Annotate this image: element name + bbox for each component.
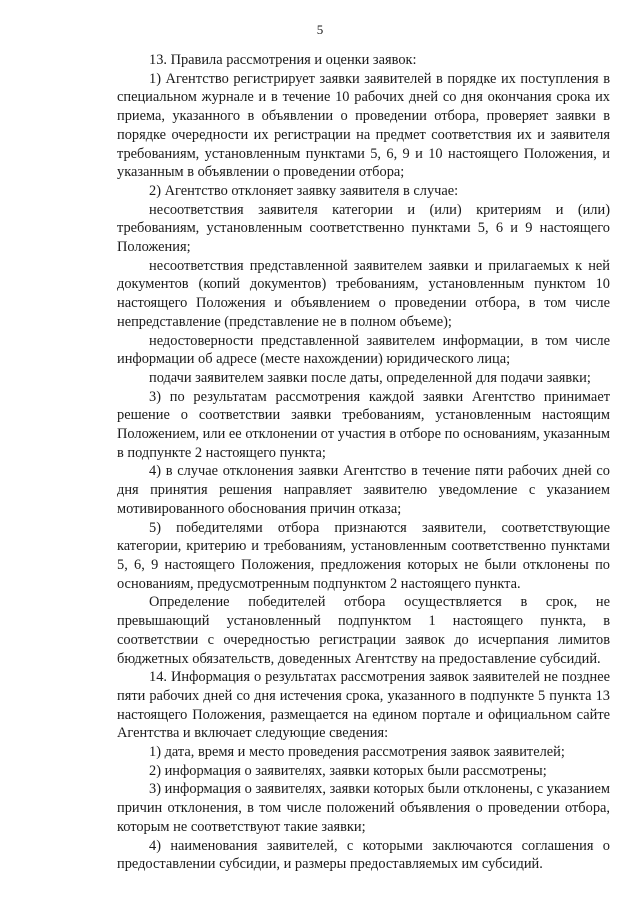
section-13-heading: 13. Правила рассмотрения и оценки заявок: <box>149 52 417 68</box>
paragraph-13-1-registration: 1) Агентство регистрирует заявки заявителей в порядке их поступления в специальном журнале и в течение 10 рабочих дней со дня окончания срока их приема, указанного в объявлении о проведении отбора, проверяет заявки в порядке очередности их регистрации на предмет соответствия их и заявителя требованиям, установленным пунктами 5, 6, 9 и 10 настоящего Положения, и указанным в объявлении о проведении отбора; <box>117 70 610 181</box>
rejection-reason-documents: несоответствия представленной заявителем заявки и прилагаемых к ней документов (копий документов) требованиям, установленным пунктом 10 настоящего Положения и объявлением о проведении отбора, в том числе непредставление (представление не в полном объеме); <box>117 257 610 330</box>
paragraph-13-3-decision: 3) по результатам рассмотрения каждой заявки Агентство принимает решение о соответствии заявки требованиям, установленным настоящим Положением, или ее отклонении от участия в отборе по основаниям, указанным в подпункте 2 настоящего пункта; <box>117 388 610 461</box>
paragraph-13-5-winners: 5) победителями отбора признаются заявители, соответствующие категории, критерию и требованиям, установленным соответственно пунктами 5, 6, 9 настоящего Положения, предложения которых не были отклонены по основаниям, предусмотренным подпунктом 2 настоящего пункта. <box>117 519 610 592</box>
section-14-heading: 14. Информация о результатах рассмотрения заявок заявителей не позднее пяти рабочих дней со дня истечения срока, указанного в подпункте 5 пункта 13 настоящего Положения, размещается на едином портале и официальном сайте Агентства и включает следующие сведения: <box>117 669 610 742</box>
paragraph-14-3: 3) информация о заявителях, заявки которых были отклонены, с указанием причин отклонения, в том числе положений объявления о проведении отбора, которым не соответствуют такие заявки; <box>117 781 610 835</box>
page-number: 5 <box>316 22 324 37</box>
paragraph-14-2: 2) информация о заявителях, заявки которых были рассмотрены; <box>149 762 547 779</box>
paragraph-winners-determination: Определение победителей отбора осуществляется в срок, не превышающий установленный подпунктом 1 настоящего пункта, в соответствии с очередностью регистрации заявок до исчерпания лимитов бюджетных обязательств, доведенных Агентству на предоставление субсидий. <box>117 594 610 667</box>
rejection-reason-late: подачи заявителем заявки после даты, определенной для подачи заявки; <box>149 369 591 386</box>
paragraph-14-1: 1) дата, время и место проведения рассмотрения заявок заявителей; <box>149 744 565 761</box>
paragraph-13-2-rejection: 2) Агентство отклоняет заявку заявителя в случае: <box>149 182 459 199</box>
rejection-reason-category: несоответствия заявителя категории и (или) критериям и (или) требованиям, установленным соответственно пунктами 5, 6 и 9 настоящего Положения; <box>117 201 610 256</box>
paragraph-14-4: 4) наименования заявителей, с которыми заключаются соглашения о предоставлении субсидии, и размеры предоставляемых им субсидий. <box>117 837 610 873</box>
document-body <box>117 51 610 874</box>
rejection-reason-false-info: недостоверности представленной заявителем информации, в том числе информации об адресе (месте нахождении) юридического лица; <box>117 332 610 368</box>
paragraph-13-4-notification: 4) в случае отклонения заявки Агентство в течение пяти рабочих дней со дня принятия решения направляет заявителю уведомление с указанием мотивированного обоснования причин отказа; <box>117 463 610 517</box>
